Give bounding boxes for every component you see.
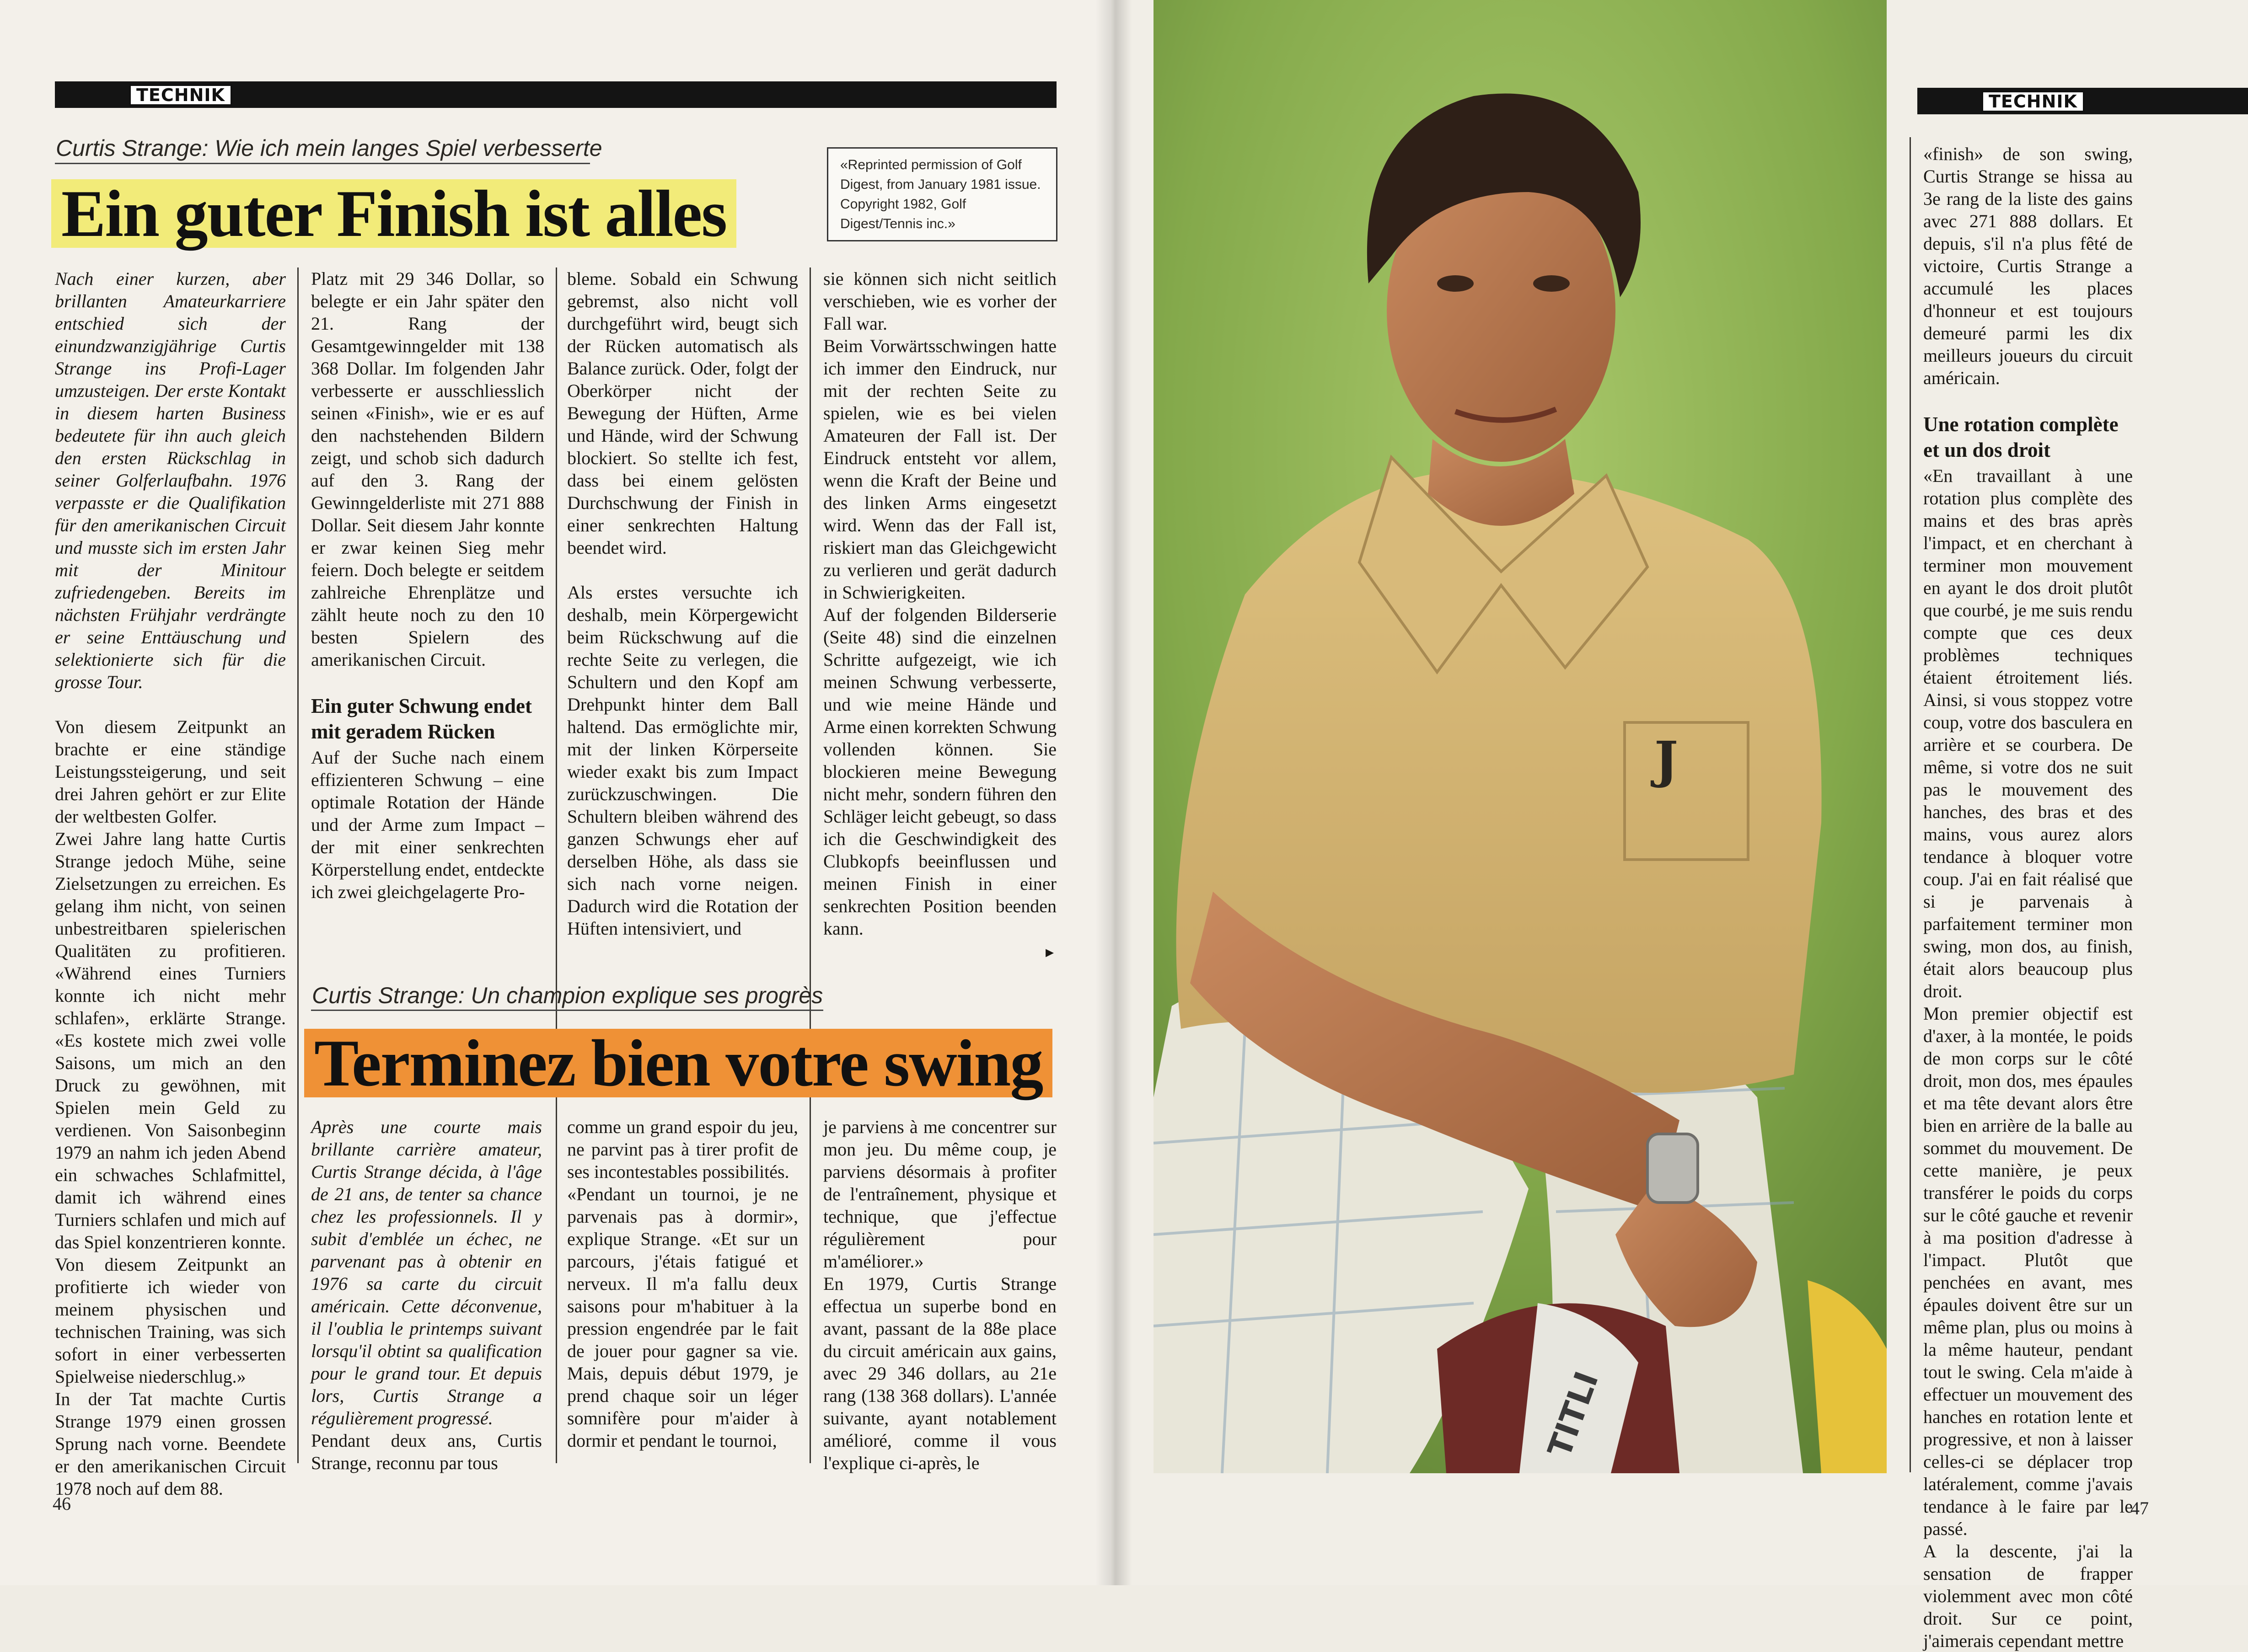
paragraph: Platz mit 29 346 Dollar, so belegte er ein Jahr später den 21. Rang der Gesamtgewinngelder mit 138 368 Dollar. Im folgenden Jahr verbesserte er ausschliesslich seinen «Finish», wie er es auf den nachstehenden Bildern zeigt, und schob sich dadurch auf den 3. Rang der Gewinngelderliste mit 271 888 Dollar. Seit diesem Jahr konnte er zwar keinen Sieg mehr feiern. Doch belegte er seitdem zahlreiche Ehrenplätze und zählt heute noch zu den 10 besten Spielern des amerikanischen Circuit. <box>311 268 544 670</box>
page-number: 47 <box>2130 1498 2149 1518</box>
column-rule <box>297 267 299 1463</box>
continue-arrow-icon: ► <box>1043 945 1057 960</box>
section-tag: TECHNIK <box>129 84 232 106</box>
column-fr-3 <box>823 1116 1057 1474</box>
paragraph: Pendant deux ans, Curtis Strange, reconnu par tous <box>311 1430 542 1473</box>
paragraph: In der Tat machte Curtis Strange 1979 einen grossen Sprung nach vorne. Beendete er den amerikanischen Circuit 1978 noch auf dem 88. <box>55 1389 286 1499</box>
kicker-rule <box>55 163 590 164</box>
column-fr-1 <box>311 1116 542 1474</box>
section-tag: TECHNIK <box>1981 91 2085 112</box>
section-bar <box>55 81 1057 108</box>
paragraph: je parviens à me concentrer sur mon jeu. Du même coup, je parviens désormais à profiter de l'entraînement, physique et technique, que j'effectue régulièrement pour m'améliorer.» <box>823 1117 1057 1272</box>
article-kicker-de: Curtis Strange: Wie ich mein langes Spiel verbesserte <box>56 135 602 161</box>
left-page <box>0 0 1111 1585</box>
headline-de: Ein guter Finish ist alles <box>51 179 736 248</box>
paragraph: bleme. Sobald ein Schwung gebremst, also nicht voll durchgeführt wird, beugt sich der Rücken automatisch als Balance zurück. Oder, folgt der Oberkörper nicht der Bewegung der Hüften, Arme und Hände, wird der Schwung blockiert. So stellte ich fest, dass bei einem gelösten Durchschwung der Finish in einer senkrechten Haltung beendet wird. <box>567 268 798 558</box>
column-de-1 <box>55 267 286 1500</box>
paragraph: Auf der Suche nach einem effizienteren Schwung – eine optimale Rotation der Hände und der Arme zum Impact – der mit einer senkrechten Körperstellung endet, entdeckte ich zwei gleichgelagerte Pro- <box>311 747 544 902</box>
column-de-3 <box>567 267 798 940</box>
column-fr-2 <box>567 1116 798 1452</box>
headline-fr: Terminez bien votre swing <box>304 1029 1052 1097</box>
paragraph: Auf der folgenden Bilderserie (Seite 48) sind die einzelnen Schritte aufgezeigt, wie ich meinen Schwung verbesserte, und wie meine Hände und Arme einen korrekten Schwung vollenden können. Sie blockieren meine Bewegung nicht mehr, sondern führen den Schläger leicht gebeugt, so dass ich die Geschwindigkeit des Clubkopfs beeinflussen und meinen Finish in einer senkrechten Position beenden kann. <box>823 604 1057 939</box>
paragraph: «En travaillant à une rotation plus complète des mains et des bras après l'impact, et en cherchant à terminer mon mouvement en ayant le dos droit plutôt que courbé, je me suis rendu compte que ces deux problèmes techniques étaient étroitement liés. Ainsi, si vous stoppez votre coup, votre dos basculera en arrière et se courbera. De même, si votre dos ne suit pas le mouvement des hanches, des bras et des mains, vous aurez alors tendance à bloquer votre coup. J'ai en fait réalisé que si je parvenais à parfaitement terminer mon swing, mon dos, au finish, était alors beaucoup plus droit. <box>1923 465 2133 1001</box>
paragraph: Von diesem Zeitpunkt an brachte er eine ständige Leistungssteigerung, und seit drei Jahren gehört er zur Elite der weltbesten Golfer. <box>55 716 286 827</box>
paragraph: Zwei Jahre lang hatte Curtis Strange jedoch Mühe, seine Zielsetzungen zu erreichen. Es gelang ihm nicht, von seinen unbestreitbaren spielerischen Qualitäten zu profitieren. «Während eines Turniers konnte ich nicht mehr schlafen», erklärte Strange. «Es kostete mich zwei volle Saisons, um mich an den Druck zu gewöhnen, mit Spielen mein Geld zu verdienen. Von Saisonbeginn 1979 an nahm ich jeden Abend ein schwaches Schlafmittel, damit ich während eines Turniers schlafen und mich auf das Spiel konzentrieren konnte. Von diesem Zeitpunkt an profitierte ich wieder von meinem physischen und technischen Training, was sich sofort in einer verbesserten Spielweise niederschlug.» <box>55 829 286 1387</box>
kicker-rule <box>311 1010 823 1011</box>
paragraph: Mon premier objectif est d'axer, à la montée, le poids de mon corps sur le côté droit, mon dos, mes épaules et ma tête devant alors être bien en arrière de la balle au sommet du mouvement. De cette manière, je peux transférer le poids du corps sur le côté gauche et revenir à ma position d'adresse à l'impact. Plutôt que penchées en avant, mes épaules doivent être sur un même plan, plus ou moins à la même hauteur, pendant tout le swing. Cela m'aide à effectuer un mouvement des hanches en rotation lente et progressive, et non à laisser celles-ci se déplacer trop latéralement, comme j'avais tendance à le faire par le passé. <box>1923 1003 2133 1539</box>
column-fr-right <box>1923 143 2133 1652</box>
page-number: 46 <box>53 1493 71 1514</box>
golfer-photo <box>1154 0 1887 1473</box>
subheading: Une rotation complète et un dos droit <box>1923 413 2119 461</box>
column-rule <box>810 267 811 1463</box>
lead-paragraph: Nach einer kurzen, aber brillanten Amateurkarriere entschied sich der einundzwanzigjährige Curtis Strange ins Profi-Lager umzusteigen. Der erste Kontakt in diesem harten Business bedeutete für ihn auch gleich den ersten Rückschlag in seiner Golferlaufbahn. 1976 verpasste er die Qualifikation für den amerikanischen Circuit und musste sich im ersten Jahr mit der Minitour zufriedengeben. Bereits im nächsten Frühjahr verdrängte er seine Enttäuschung und selektionierte sich für die grosse Tour. <box>55 268 286 692</box>
subheading: Ein guter Schwung endet mit geradem Rücken <box>311 695 532 743</box>
paragraph: «Pendant un tournoi, je ne parvenais pas à dormir», explique Strange. «Et sur un parcours, j'étais fatigué et nerveux. Il m'a fallu deux saisons pour m'habituer à la pression engendrée par le fait de jouer pour gagner sa vie. Mais, depuis début 1979, je prend chaque soir un léger somnifère pour m'aider à dormir et pendant le tournoi, <box>567 1184 798 1451</box>
paragraph: sie können sich nicht seitlich verschieben, wie es vorher der Fall war. <box>823 268 1057 334</box>
bag-lettering: TITLI <box>1540 1367 1606 1462</box>
lead-paragraph: Après une courte mais brillante carrière amateur, Curtis Strange décida, à l'âge de 21 ans, de tenter sa chance chez les professionnels. Il y subit d'emblée un échec, ne parvenant pas à obtenir en 1976 sa carte du circuit américain. Cette déconvenue, il l'oublia le printemps suivant lorsqu'il obtint sa qualification pour le grand tour. Et depuis lors, Curtis Strange a régulièrement progressé. <box>311 1117 542 1428</box>
paragraph: comme un grand espoir du jeu, ne parvint pas à tirer profit de ses incontestables possibilités. <box>567 1117 798 1182</box>
paragraph: «finish» de son swing, Curtis Strange se hissa au 3e rang de la liste des gains avec 271 888 dollars. Et depuis, s'il n'a plus fêté de victoire, Curtis Strange a accumulé les places d'honneur et est toujours demeuré parmi les dix meilleurs joueurs du circuit américain. <box>1923 144 2133 388</box>
section-bar <box>1917 88 2248 114</box>
paragraph: Als erstes versuchte ich deshalb, mein Körpergewicht beim Rückschwung auf die rechte Seite zu verlegen, die Schultern und den Kopf am Drehpunkt hinter dem Ball haltend. Das ermöglichte mir, mit der linken Körperseite wieder exakt bis zum Impact zurückzuschwingen. Die Schultern bleiben während des ganzen Schwungs eher auf derselben Höhe, als dass sie sich nach vorne neigen. Dadurch wird die Rotation der Hüften intensiviert, und <box>567 582 798 939</box>
paragraph: A la descente, j'ai la sensation de frapper violemment avec mon côté droit. Sur ce point, j'aimerais cependant mettre <box>1923 1541 2133 1651</box>
shirt-logo: J <box>1654 730 1679 789</box>
column-de-4 <box>823 267 1057 964</box>
column-rule <box>1910 137 1911 1472</box>
spine-shadow <box>1095 0 1132 1585</box>
article-kicker-fr: Curtis Strange: Un champion explique ses progrès <box>312 983 823 1008</box>
paragraph: Beim Vorwärtsschwingen hatte ich immer den Eindruck, nur mit der rechten Seite zu spielen, wie es bei vielen Amateuren der Fall ist. Der Eindruck entsteht vor allem, wenn die Kraft der Beine und des linken Arms eingesetzt wird. Wenn das der Fall ist, riskiert man das Gleichgewicht zu verlieren und gerät dadurch in Schwierigkeiten. <box>823 336 1057 603</box>
reprint-credit: «Reprinted permission of Golf Digest, from January 1981 issue. Copyright 1982, Golf Digest/Tennis inc.» <box>827 147 1057 241</box>
column-de-2 <box>311 267 544 903</box>
column-rule <box>556 267 557 1463</box>
paragraph: En 1979, Curtis Strange effectua un superbe bond en avant, passant de la 88e place du circuit américain aux gains, avec 29 346 dollars, au 21e rang (138 368 dollars). L'année suivante, ayant notablement amélioré, comme il vous l'explique ci-après, le <box>823 1273 1057 1473</box>
golfer-illustration <box>1154 0 1887 1473</box>
